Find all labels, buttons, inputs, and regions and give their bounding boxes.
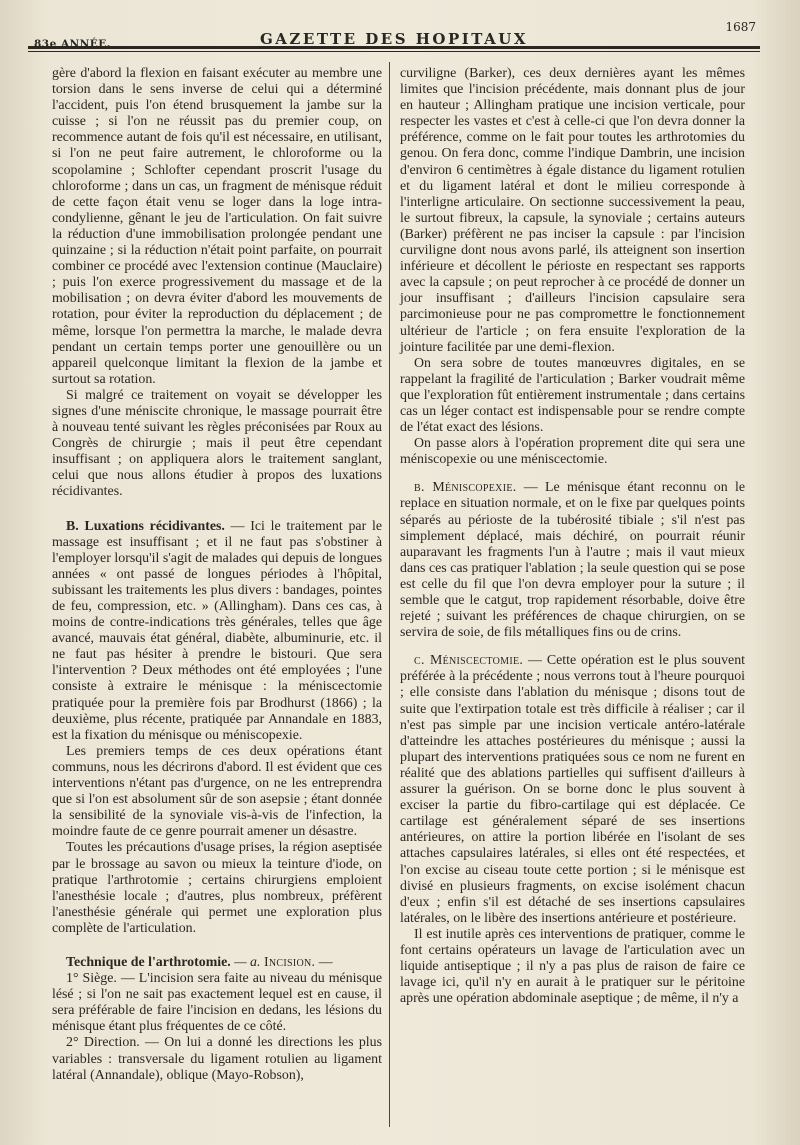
journal-title: GAZETTE DES HOPITAUX [259,30,528,48]
paragraph: Toutes les précautions d'usage prises, la région aseptisée par le brossage au savon ou mieux la teinture d'iode, on pratique l'arthrotomie ; certains chirurgiens emploient l'anesthésie locale ; d'autres, plus nombreux, préfèrent l'anesthésie générale qui permet une exploration plus complète de l'articulation. [52,840,382,936]
paragraph: On passe alors à l'opération proprement dite qui sera une méniscopexie ou une méniscectomie. [400,436,745,468]
paragraph: curviligne (Barker), ces deux dernières ayant les mêmes limites que l'incision précédente, mais donnant plus de jour en hauteur ; Allingham pratique une incision verticale, pour respecter les vastes et c'est à celle-ci que l'on devra donner la préférence, comme on le fait pour toutes les arthrotomies du genou. On fera donc, comme l'indique Dambrin, une incision d'environ 6 centimètres à égale distance du ligament rotulien et du ligament latéral et dont le milieu corresponde à l'interligne articulaire. On sectionne successivement la peau, le surtout fibreux, la capsule, la synoviale ; certains auteurs (Barker) préfèrent ne pas inciser la capsule : par l'incision curviligne dont nous avons parlé, ils atteignent son insertion inférieure et décollent le périoste en respectant ses rapports avec la capsule ; on peut reprocher à ce procédé de donner un jour insuffisant ; d'ailleurs l'incision capsulaire sera parcimonieuse pour ne pas compromettre le fonctionnement ultérieur de l'article ; on fera ensuite l'exploration de la jointure facilitée par une demi-flexion. [400,66,745,355]
paragraph-technique: Technique de l'arthrotomie. — a. Incision. — [66,954,333,970]
paragraph: On sera sobre de toutes manœuvres digitales, en se rappelant la fragilité de l'articulation ; Barker voudrait même que l'exploration fût entièrement instrumentale ; dans certains cas un léger contact est indispensable pour se rendre compte de l'état exact des lésions. [400,355,745,436]
section-heading-meniscectomie: c. Méniscectomie. [414,653,524,669]
subheading-incision: Incision. [263,954,316,970]
paragraph-meniscopexie: b. Méniscopexie. — Le ménisque étant reconnu on le replace en situation normale, et on le fixe par quelques points séparés au périoste de la tubérosité tibiale ; s'il n'est pas simplement déplacé, mais déchiré, on pourrait réunir auparavant les fragments l'un à l'autre ; mais il vaut mieux dans ces cas pratiquer l'ablation ; la seule question qui se pose est celle du fil que l'on devra employer pour la suture ; il semble que le catgut, trop rapidement résorbable, doive être rejeté ; suivant les préférences de chaque chirurgien, on se servira de soie, de fils métalliques fins ou de crins. [400,480,746,641]
section-heading-technique: Technique de l'arthrotomie. [66,954,231,970]
paragraph: 2° Direction. — On lui a donné les directions les plus variables : transversale du ligament rotulien au ligament latéral (Annandale), oblique (Mayo-Robson), [52,1035,382,1083]
section-heading-luxations: B. Luxations récidivantes. [66,518,225,534]
paragraph: Si malgré ce traitement on voyait se développer les signes d'une méniscite chronique, le massage pourrait être à nouveau tenté suivant les règles préconisées par Roux au Congrès de chirurgie ; mais il peut être cependant insuffisant ; on appliquera alors le traitement sanglant, celui que nous allons étudier à propos des luxations récidivantes. [52,387,382,500]
paragraph: Les premiers temps de ces deux opérations étant communs, nous les décrirons d'abord. Il est évident que ces interventions n'étant pas d'urgence, on ne les entreprendra que si l'on est absolument sûr de son asepsie ; étant donnée la sensibilité de la synoviale vis-à-vis de l'infection, la moindre faute de ce genre pourrait amener un désastre. [52,743,382,840]
volume-year: 83e ANNÉE. [34,38,111,50]
right-column [400,66,745,1007]
header-rule-thick [28,46,760,49]
paragraph: Il est inutile après ces interventions de pratiquer, comme le font certains opérateurs un lavage de l'articulation avec un liquide antiseptique ; il n'y a pas plus de raison de faire ce lavage ici, qu'il n'y en aurait à le pratiquer sur le péritoine après une opération abdominale aseptique ; de même, il n'y a [400,926,745,1007]
section-heading-meniscopexie: b. Méniscopexie. [414,480,517,496]
column-divider [389,62,390,1127]
left-column [52,66,382,1084]
paragraph-luxations: B. Luxations récidivantes. — Ici le traitement par le massage est insuffisant ; et il ne faut pas s'obstiner à l'employer lorsqu'il s'agit de malades qui depuis de longues années « ont passé de longues périodes à l'hôpital, subissant les traitements les plus divers : bandages, pointes de feu, compression, etc. » (Allingham). Dans ces cas, à moins de contre-indications très générales, telles que âge avancé, mauvais état général, diabète, albuminurie, etc. il ne faut pas hésiter à prendre le bistouri. Que sera l'intervention ? Deux méthodes ont été employées ; l'une consiste à extraire le ménisque : la méniscectomie pratiquée pour la première fois par Brodhurst (1866) ; la deuxième, plus récente, pratiquée par Annandale en 1883, est la fixation du ménisque ou méniscopexie. [52,518,382,743]
header-rule-thin [28,51,760,52]
paragraph: 1° Siège. — L'incision sera faite au niveau du ménisque lésé ; si l'on ne sait pas exactement lequel est en cause, il sera préférable de faire l'incision en dedans, les lésions du ménisque étant plus fréquentes de ce côté. [52,971,382,1035]
page-header [28,16,760,56]
paragraph-meniscectomie: c. Méniscectomie. — Cette opération est le plus souvent préférée à la précédente ; nous verrons tout à l'heure pourquoi ; elle consiste dans l'ablation du ménisque ; disons tout de suite que l'extirpation totale est très difficile à réaliser ; car il n'est pas simple par une incision verticale antéro-latérale d'atteindre les attaches postérieures du ménisque ; aussi la plupart des interventions pratiquées sous ce nom ne furent en réalité que des ablations partielles qui suffisent d'ailleurs à assurer la guérison. On se borne donc le plus souvent à exciser la partie du fibro-cartilage qui est déplacée. Ce cartilage est généralement séparé de ses insertions antérieures, on attire la portion libérée en l'isolant de ses attaches capsulaires latérales, si elles ont été respectées, et l'on excise au ciseau toute cette portion ; si le ménisque est divisé en plusieurs fragments, on excise isolément chacun d'eux ; enfin s'il est détaché de ses insertions capsulaires latérales, on le libère des insertions antérieure et postérieure. [400,653,745,926]
page-number: 1687 [725,20,756,34]
paragraph: gère d'abord la flexion en faisant exécuter au membre une torsion dans le sens inverse de celui qui a déterminé l'accident, puis l'on étend brusquement la jambe sur la cuisse ; si l'on ne réussit pas du premier coup, on recommence autant de fois qu'il est nécessaire, en utilisant, si l'on ne peut faire autrement, le chloroforme ou la scopolamine ; Schlofter cependant proscrit l'usage du chloroforme ; dans un cas, un fragment de ménisque réduit de cette façon était venu se loger dans la loge intra-condylienne, gênant le jeu de l'articulation. On fait suivre la réduction d'une immobilisation prolongée pendant une quinzaine ; si la réduction n'était point parfaite, on pourrait combiner ce procédé avec l'extension continue (Mauclaire) ; puis l'on exerce progressivement du massage et de la mobilisation ; on devra éviter d'abord les mouvements de rotation, pour éviter la reproduction du déplacement ; de même, lorsque l'on permettra la marche, le malade devra pendant un certain temps porter une genouillère ou un appareil quelconque limitant la flexion de la jambe et surtout sa rotation. [52,66,382,387]
